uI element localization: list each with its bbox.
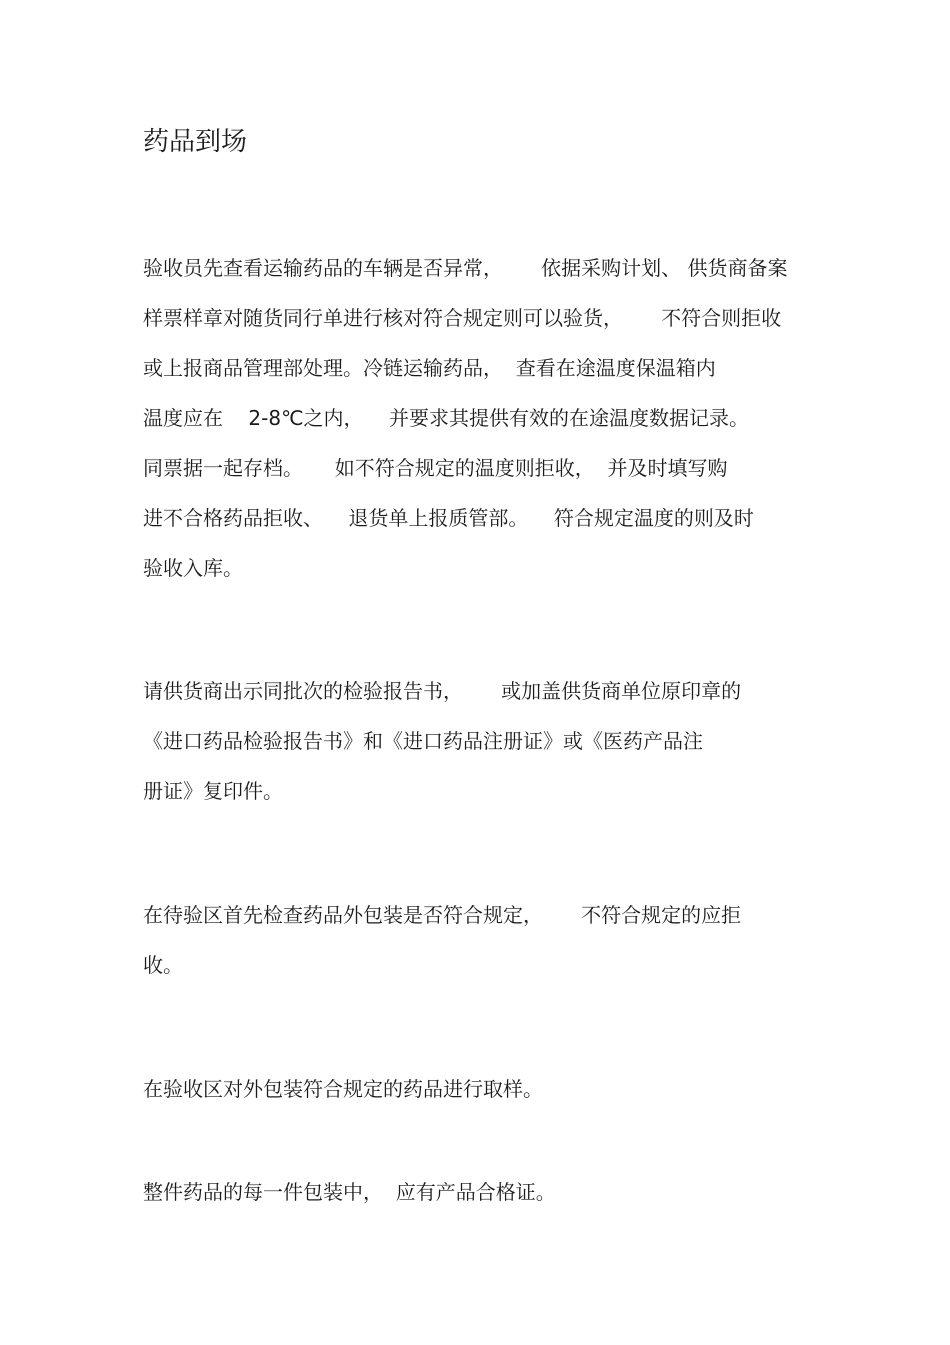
paragraph-arrival-inspection [143, 243, 823, 593]
paragraph-line: 册证》复印件。 [143, 779, 283, 803]
paragraph-line: 进不合格药品拒收、 退货单上报质管部。 符合规定温度的则及时 [143, 506, 754, 530]
paragraph-line: 收。 [143, 953, 183, 977]
page-title: 药品到场 [143, 127, 248, 157]
paragraph-line: 验收入库。 [143, 556, 243, 580]
paragraph-line: 在验收区对外包装符合规定的药品进行取样。 [143, 1077, 543, 1101]
paragraph-line: 验收员先查看运输药品的车辆是否异常， 依据采购计划、 供货商备案 [143, 256, 788, 280]
paragraph-line: 或上报商品管理部处理。冷链运输药品， 查看在途温度保温箱内 [143, 356, 716, 380]
paragraph-line: 温度应在 2-8℃之内， 并要求其提供有效的在途温度数据记录。 [143, 406, 749, 430]
paragraph-certificate [143, 1167, 823, 1217]
paragraph-packaging-check [143, 890, 823, 990]
paragraph-inspection-report [143, 666, 823, 816]
paragraph-line: 《进口药品检验报告书》和《进口药品注册证》或《医药产品注 [143, 729, 703, 753]
paragraph-line: 请供货商出示同批次的检验报告书， 或加盖供货商单位原印章的 [143, 679, 742, 703]
paragraph-line: 整件药品的每一件包装中， 应有产品合格证。 [143, 1180, 556, 1204]
paragraph-sampling [143, 1064, 823, 1114]
paragraph-line: 样票样章对随货同行单进行核对符合规定则可以验货， 不符合则拒收 [143, 306, 782, 330]
paragraph-line: 在待验区首先检查药品外包装是否符合规定， 不符合规定的应拒 [143, 903, 742, 927]
paragraph-line: 同票据一起存档。 如不符合规定的温度则拒收， 并及时填写购 [143, 456, 728, 480]
